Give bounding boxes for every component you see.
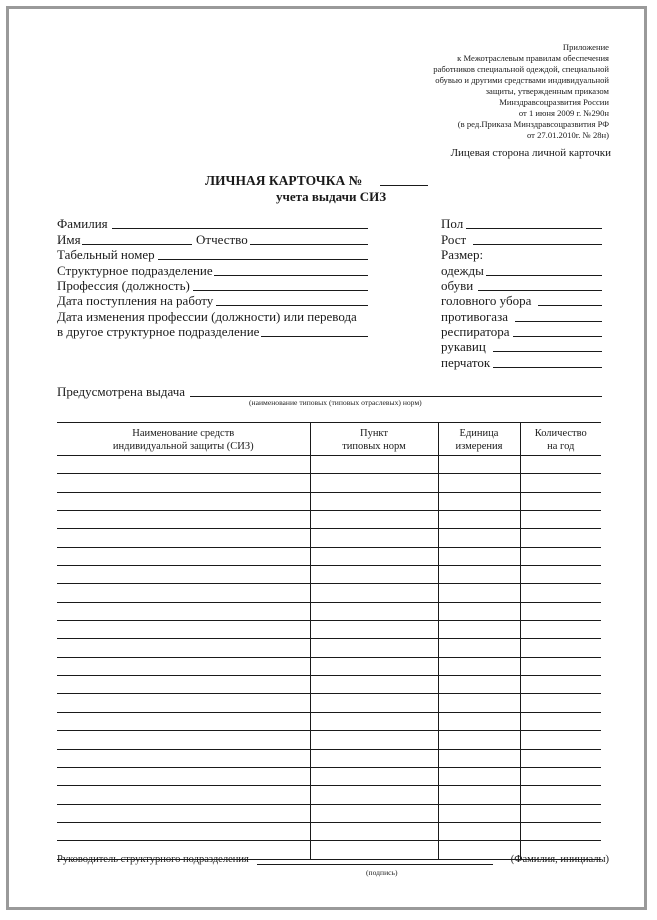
- clothes-size-label: одежды: [441, 263, 484, 278]
- signature-field[interactable]: [257, 864, 493, 865]
- table-cell[interactable]: [438, 786, 520, 804]
- table-row: [57, 657, 601, 675]
- table-cell[interactable]: [520, 547, 601, 565]
- table-cell[interactable]: [520, 621, 601, 639]
- table-cell[interactable]: [520, 694, 601, 712]
- table-cell[interactable]: [438, 639, 520, 657]
- table-cell[interactable]: [310, 621, 438, 639]
- appendix-note: [379, 42, 609, 141]
- table-row: [57, 804, 601, 822]
- table-cell[interactable]: [520, 712, 601, 730]
- table-cell[interactable]: [310, 529, 438, 547]
- table-cell[interactable]: [57, 492, 310, 510]
- signature-caption: (подпись): [366, 868, 398, 877]
- sex-field[interactable]: [466, 228, 602, 229]
- gloves-size-field[interactable]: [493, 367, 602, 368]
- table-cell[interactable]: [520, 804, 601, 822]
- table-cell[interactable]: [57, 639, 310, 657]
- table-cell[interactable]: [57, 547, 310, 565]
- change-date-label-2: в другое структурное подразделение: [57, 324, 260, 339]
- table-cell[interactable]: [520, 786, 601, 804]
- col-header-quantity: Количество на год: [520, 423, 601, 456]
- table-cell[interactable]: [57, 786, 310, 804]
- col-header-ppe-name: Наименование средств индивидуальной защиты (СИЗ): [57, 423, 310, 456]
- table-cell[interactable]: [520, 767, 601, 785]
- table-row: [57, 694, 601, 712]
- appendix-line: обувью и другими средствами индивидуальной: [435, 75, 609, 85]
- table-cell[interactable]: [438, 676, 520, 694]
- table-cell[interactable]: [310, 547, 438, 565]
- table-cell[interactable]: [57, 584, 310, 602]
- name-initials-label: (Фамилия, инициалы): [510, 854, 609, 865]
- table-cell[interactable]: [310, 511, 438, 529]
- table-cell[interactable]: [310, 841, 438, 859]
- height-field[interactable]: [473, 244, 602, 245]
- table-cell[interactable]: [520, 822, 601, 840]
- table-cell[interactable]: [438, 804, 520, 822]
- table-cell[interactable]: [438, 822, 520, 840]
- table-cell[interactable]: [520, 456, 601, 474]
- tab-number-label: Табельный номер: [57, 247, 155, 262]
- table-cell[interactable]: [520, 676, 601, 694]
- tab-number-field[interactable]: [158, 259, 368, 260]
- appendix-line: защиты, утвержденным приказом: [485, 86, 609, 96]
- respirator-size-label: респиратора: [441, 324, 510, 339]
- page-subtitle: учета выдачи СИЗ: [276, 189, 387, 204]
- change-date-label: Дата изменения профессии (должности) или перевода: [57, 309, 357, 324]
- table-cell[interactable]: [310, 456, 438, 474]
- table-cell[interactable]: [520, 749, 601, 767]
- table-cell[interactable]: [57, 566, 310, 584]
- mittens-size-label: рукавиц: [441, 339, 486, 354]
- change-date-field[interactable]: [261, 336, 368, 337]
- table-cell[interactable]: [438, 657, 520, 675]
- hire-date-label: Дата поступления на работу: [57, 293, 214, 308]
- department-label: Структурное подразделение: [57, 263, 213, 278]
- profession-label: Профессия (должность): [57, 278, 190, 293]
- table-cell[interactable]: [438, 511, 520, 529]
- page-title: ЛИЧНАЯ КАРТОЧКА №: [205, 173, 363, 188]
- table-header-row: [57, 423, 601, 456]
- sex-label: Пол: [441, 216, 464, 231]
- department-field[interactable]: [214, 275, 368, 276]
- table-cell[interactable]: [57, 712, 310, 730]
- headwear-size-label: головного убора: [441, 293, 532, 308]
- table-cell[interactable]: [438, 529, 520, 547]
- table-cell[interactable]: [520, 731, 601, 749]
- table-row: [57, 602, 601, 620]
- table-cell[interactable]: [438, 566, 520, 584]
- table-cell[interactable]: [520, 584, 601, 602]
- table-cell[interactable]: [438, 694, 520, 712]
- table-cell[interactable]: [310, 657, 438, 675]
- table-cell[interactable]: [520, 492, 601, 510]
- headwear-size-field[interactable]: [538, 305, 602, 306]
- table-cell[interactable]: [310, 474, 438, 492]
- table-cell[interactable]: [310, 767, 438, 785]
- table-cell[interactable]: [520, 529, 601, 547]
- shoe-size-label: обуви: [441, 278, 474, 293]
- table-cell[interactable]: [310, 694, 438, 712]
- table-cell[interactable]: [57, 731, 310, 749]
- name-field[interactable]: [82, 244, 192, 245]
- table-cell[interactable]: [310, 822, 438, 840]
- size-label: Размер:: [441, 247, 484, 262]
- shoe-size-field[interactable]: [478, 290, 602, 291]
- table-cell[interactable]: [310, 749, 438, 767]
- height-label: Рост: [441, 232, 467, 247]
- table-row: [57, 676, 601, 694]
- table-cell[interactable]: [310, 602, 438, 620]
- appendix-line: к Межотраслевым правилам обеспечения: [457, 53, 609, 63]
- table-cell[interactable]: [57, 749, 310, 767]
- table-row: [57, 749, 601, 767]
- table-cell[interactable]: [310, 492, 438, 510]
- table-cell[interactable]: [57, 767, 310, 785]
- table-cell[interactable]: [520, 566, 601, 584]
- table-cell[interactable]: [310, 566, 438, 584]
- table-row: [57, 474, 601, 492]
- table-cell[interactable]: [57, 657, 310, 675]
- table-cell[interactable]: [310, 584, 438, 602]
- table-cell[interactable]: [438, 492, 520, 510]
- table-cell[interactable]: [310, 731, 438, 749]
- appendix-line: от 27.01.2010г. № 28н): [526, 130, 609, 140]
- table-row: [57, 584, 601, 602]
- surname-field[interactable]: [112, 228, 368, 229]
- table-cell[interactable]: [520, 474, 601, 492]
- table-cell[interactable]: [310, 639, 438, 657]
- appendix-line: (в ред.Приказа Минздравсоцразвития РФ: [457, 119, 609, 129]
- table-cell[interactable]: [438, 767, 520, 785]
- table-cell[interactable]: [57, 621, 310, 639]
- table-cell[interactable]: [520, 639, 601, 657]
- provision-caption: (наименование типовых (типовых отраслевых) норм): [249, 398, 422, 407]
- table-row: [57, 511, 601, 529]
- table-cell[interactable]: [57, 511, 310, 529]
- table-cell[interactable]: [520, 657, 601, 675]
- table-cell[interactable]: [438, 712, 520, 730]
- table-cell[interactable]: [57, 694, 310, 712]
- gloves-size-label: перчаток: [441, 355, 491, 370]
- table-row: [57, 822, 601, 840]
- table-cell[interactable]: [310, 804, 438, 822]
- table-cell[interactable]: [438, 731, 520, 749]
- table-cell[interactable]: [57, 474, 310, 492]
- appendix-line: Приложение: [562, 42, 609, 52]
- table-row: [57, 492, 601, 510]
- table-cell[interactable]: [438, 474, 520, 492]
- card-number-field[interactable]: [380, 185, 428, 186]
- table-cell[interactable]: [57, 676, 310, 694]
- patronymic-field[interactable]: [250, 244, 368, 245]
- hire-date-field[interactable]: [216, 305, 368, 306]
- table-row: [57, 566, 601, 584]
- table-cell[interactable]: [57, 529, 310, 547]
- appendix-line: работников специальной одеждой, специальной: [433, 64, 609, 74]
- appendix-line: от 1 июня 2009 г. №290н: [518, 108, 609, 118]
- appendix-line: Минздравсоцразвития России: [499, 97, 609, 107]
- table-row: [57, 712, 601, 730]
- table-cell[interactable]: [310, 786, 438, 804]
- table-row: [57, 639, 601, 657]
- table-cell[interactable]: [438, 547, 520, 565]
- table-row: [57, 529, 601, 547]
- table-cell[interactable]: [57, 804, 310, 822]
- ppe-table: [57, 422, 601, 860]
- gas-mask-size-label: противогаза: [441, 309, 508, 324]
- mittens-size-field[interactable]: [493, 351, 602, 352]
- respirator-size-field[interactable]: [513, 336, 602, 337]
- table-cell[interactable]: [57, 456, 310, 474]
- table-row: [57, 731, 601, 749]
- provision-label: Предусмотрена выдача: [57, 384, 186, 399]
- gas-mask-size-field[interactable]: [515, 321, 602, 322]
- table-cell[interactable]: [438, 621, 520, 639]
- table-cell[interactable]: [438, 584, 520, 602]
- table-cell[interactable]: [438, 456, 520, 474]
- table-cell[interactable]: [520, 511, 601, 529]
- table-row: [57, 786, 601, 804]
- table-row: [57, 547, 601, 565]
- profession-field[interactable]: [193, 290, 368, 291]
- table-row: [57, 456, 601, 474]
- col-header-norm-item: Пункт типовых норм: [310, 423, 438, 456]
- table-cell[interactable]: [57, 822, 310, 840]
- head-of-department-label: Руководитель структурного подразделения: [57, 854, 249, 865]
- provision-field[interactable]: [190, 396, 602, 397]
- patronymic-label: Отчество: [196, 232, 248, 247]
- col-header-unit: Единица измерения: [438, 423, 520, 456]
- table-cell[interactable]: [57, 602, 310, 620]
- surname-label: Фамилия: [57, 216, 108, 231]
- name-label: Имя: [57, 232, 81, 247]
- table-row: [57, 767, 601, 785]
- table-cell[interactable]: [310, 712, 438, 730]
- table-row: [57, 621, 601, 639]
- table-cell[interactable]: [520, 602, 601, 620]
- table-cell[interactable]: [438, 602, 520, 620]
- table-cell[interactable]: [310, 676, 438, 694]
- clothes-size-field[interactable]: [486, 275, 602, 276]
- table-cell[interactable]: [438, 749, 520, 767]
- table-cell[interactable]: [438, 841, 520, 859]
- side-label: Лицевая сторона личной карточки: [450, 147, 611, 159]
